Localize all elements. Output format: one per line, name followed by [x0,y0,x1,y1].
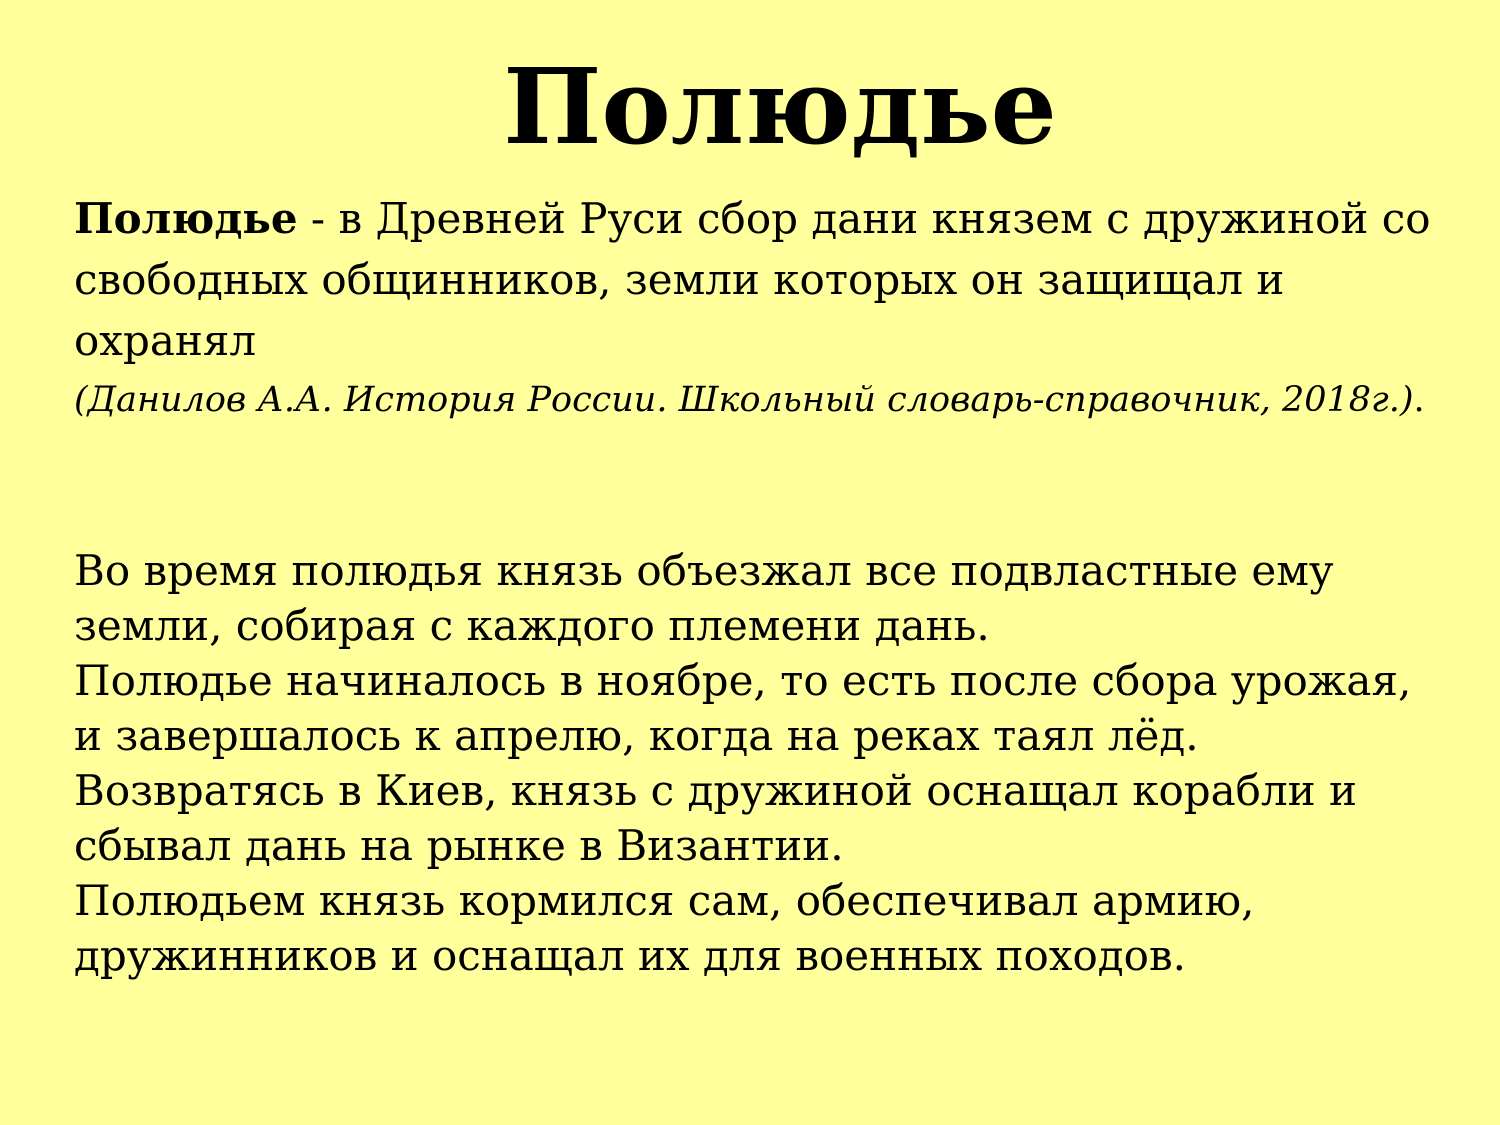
slide-content [74,188,1444,983]
description [74,543,1444,983]
description-paragraph-2: Полюдье начиналось в ноябре, то есть после сбора урожая, и завершалось к апрелю, когда на реках таял лёд. Возвратясь в Киев, князь с дружиной оснащал корабли и сбывал дань на рынке в Византии. [74,656,1412,870]
definition-paragraph [74,188,1444,371]
citation-text: (Данилов А.А. История России. Школьный словарь-справочник, 2018г.) [74,380,1414,420]
description-paragraph-1: Во время полюдья князь объезжал все подвластные ему земли, собирая с каждого племени дань. [74,546,1334,650]
definition-term: Полюдье [74,194,298,243]
description-paragraph-3: Полюдьем князь кормился сам, обеспечивал армию, дружинников и оснащал их для военных походов. [74,876,1255,980]
citation [74,375,1444,425]
slide-title: Полюдье [503,45,1057,168]
citation-end: . [1413,380,1425,420]
definition-text: - в Древней Руси сбор дани князем с дружиной со свободных общинников, земли которых он защищал и охранял [74,194,1431,365]
